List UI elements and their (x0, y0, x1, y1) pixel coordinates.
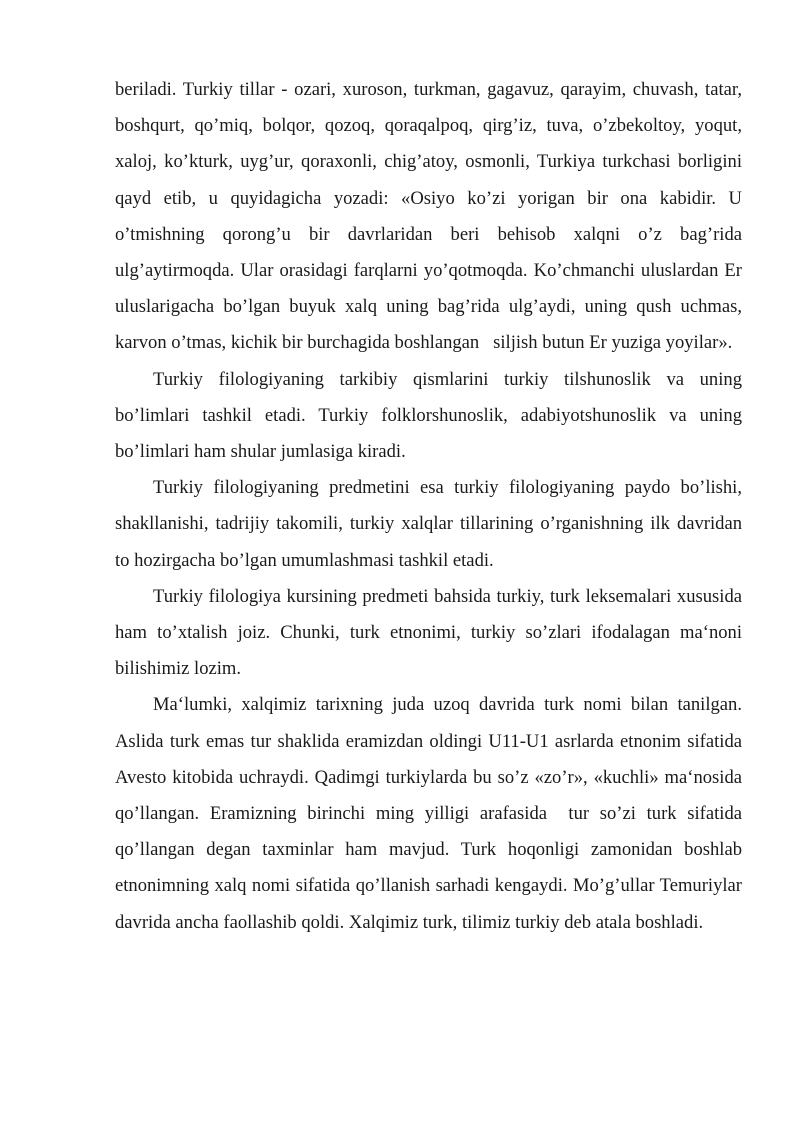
paragraph: Turkiy filologiyaning predmetini esa turkiy filologiyaning paydo bo’lishi, shakllanishi, tadrijiy takomili, turkiy xalqlar tillarining o’rganishning ilk davridan to hozirgacha bo’lgan umumlashmasi tashkil etadi. (115, 477, 747, 571)
paragraph: Turkiy filologiya kursining predmeti bahsida turkiy, turk leksemalari xususida ham to’xtalish joiz. Chunki, turk etnonimi, turkiy so’zlari ifodalagan ma‘noni bilishimiz lozim. (115, 585, 747, 680)
paragraph: beriladi. Turkiy tillar - ozari, xuroson, turkman, gagavuz, qarayim, chuvash, tatar, boshqurt, qo’miq, bolqor, qozoq, qoraqalpoq, qirg’iz, tuva, o’zbekoltoy, yoqut, xaloj, ko’kturk, uyg’ur, qoraxonli, chig’atoy, osmonli, Turkiya turkchasi borligini qayd etib, u quyidagicha yozadi: «Osiyo ko’zi yorigan bir ona kabidir. U o’tmishning qorong’u bir davrlaridan beri behisob xalqni o’z bag’rida ulg’aytirmoqda. Ular orasidagi farqlarni yo’qotmoqda. Ko’chmanchi uluslardan Er uluslarigacha bo’lgan buyuk xalq uning bag’rida ulg’aydi, uning qush uchmas, karvon o’tmas, kichik bir burchagida boshlangan siljish butun Er yuziga yoyilar». (115, 79, 747, 354)
paragraph: Ma‘lumki, xalqimiz tarixning juda uzoq davrida turk nomi bilan tanilgan. Aslida turk emas tur shaklida eramizdan oldingi U11-U1 asrlarda etnonim sifatida Avesto kitobida uchraydi. Qadimgi turkiylarda bu so’z «zo’r», «kuchli» ma‘nosida qo’llangan. Eramizning birinchi ming yilligi arafasida tur so’zi turk sifatida qo’llangan degan taxminlar ham mavjud. Turk hoqonligi zamonidan boshlab etnonimning xalq nomi sifatida qo’llanish sarhadi kengaydi. Mo’g’ullar Temuriylar davrida ancha faollashib qoldi. Xalqimiz turk, tilimiz turkiy deb atala boshladi. (115, 694, 747, 933)
paragraph: Turkiy filologiyaning tarkibiy qismlarini turkiy tilshunoslik va uning bo’limlari tashkil etadi. Turkiy folklorshunoslik, adabiyotshunoslik va uning bo’limlari ham shular jumlasiga kiradi. (115, 368, 747, 463)
body-text (115, 72, 747, 941)
